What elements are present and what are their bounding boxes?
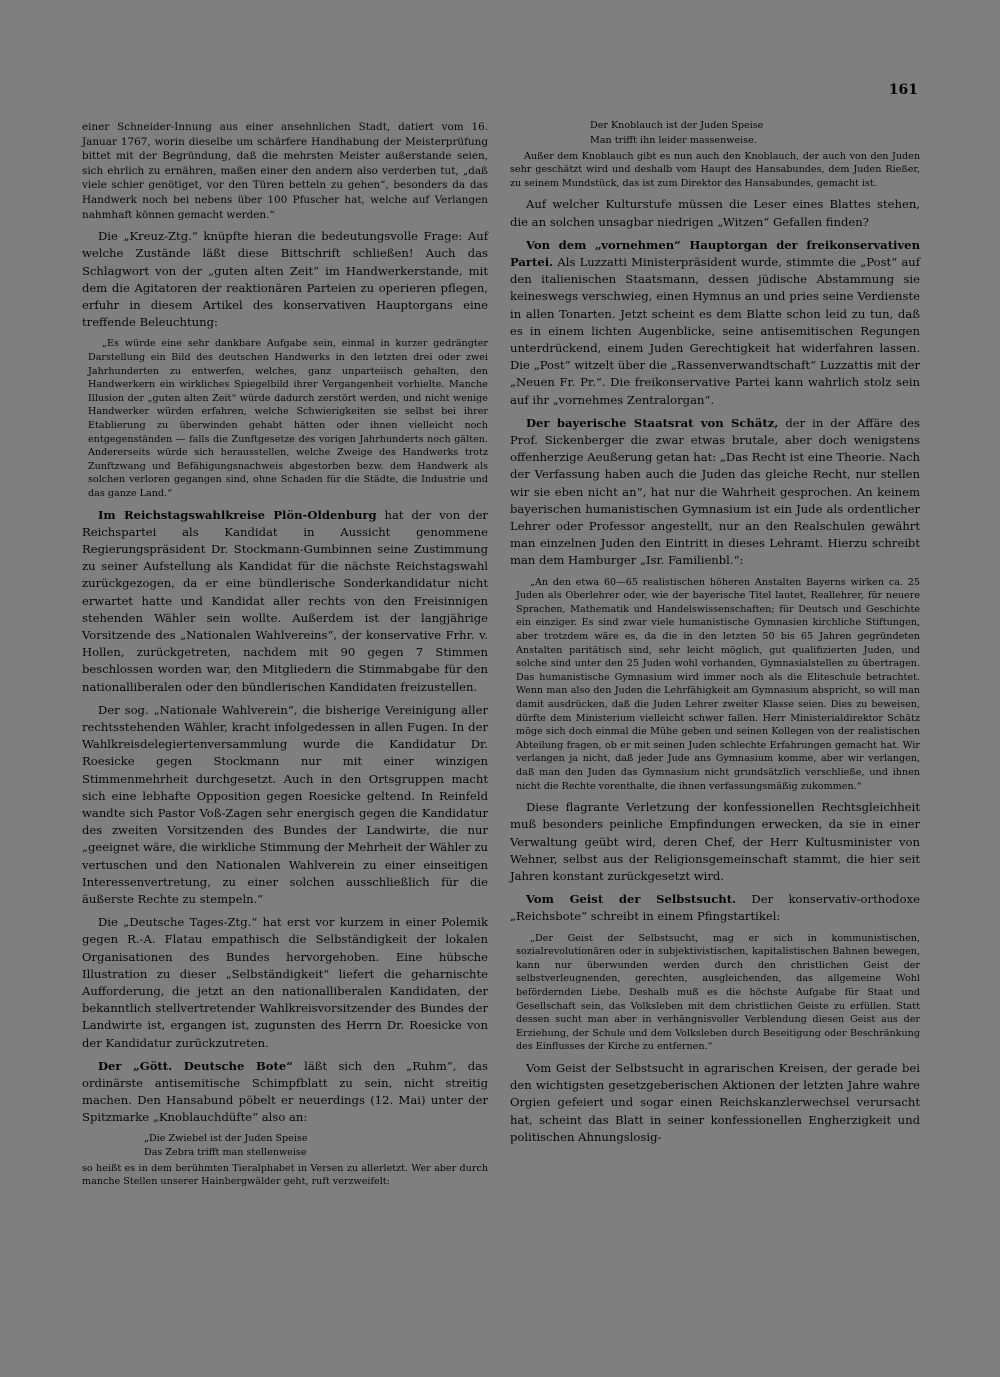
paragraph: Die „Kreuz-Ztg.“ knüpfte hieran die bedeutungsvolle Frage: Auf welche Zustände läßt diese Bittschrift schließen! Auch das Schlagwort von der „guten alten Zeit“ im Handwerkerstande, mit dem die Agitatoren der reaktionären Parteien zu operieren pflegen, erfuhr in diesem Artikel des konservativen Hauptorgans eine treffende Beleuchtung:	[82, 229, 488, 330]
quotation: „Der Geist der Selbstsucht, mag er sich in kommunistischen, sozialrevolutionären oder in subjektivistischen, kapitalistischen Bahnen bewegen, kann nur überwunden werden durch den christlichen Geist der selbstverleugnenden, gerechten, ausgleichenden, das allgemeine Wohl befördernden Liebe. Deshalb muß es die höchste Aufgabe für Staat und Gesellschaft sein, das Volksleben mit dem christlichen Geiste zu erfüllen. Statt dessen sucht man aber in verhängnisvoller Verblendung diesen Geist aus der Erziehung, der Schule und dem Volksleben durch Beseitigung oder Beschränkung des Einflusses der Kirche zu entfernen.“	[516, 932, 920, 1053]
paragraph: so heißt es in dem berühmten Tieralphabet in Versen zu allerletzt. Wer aber durch manche Stellen unserer Hainbergwälder geht, ruft verzweifelt:	[82, 1163, 488, 1188]
paragraph: Vom Geist der Selbstsucht in agrarischen Kreisen, der gerade bei den wichtigsten gesetzgeberischen Aktionen der letzten Jahre wahre Orgien gefeiert und sogar einen Reichskanzlerwechsel verursacht hat, scheint das Blatt in seiner konfessionellen Engherzigkeit und politischen Ahnungslosig-	[510, 1060, 920, 1144]
quotation: „Es würde eine sehr dankbare Aufgabe sein, einmal in kurzer gedrängter Darstellung ein Bild des deutschen Handwerks in den letzten drei oder zwei Jahrhunderten zu entwerfen, welches, ganz unparteiisch gehalten, den Handwerkern ein wirkliches Spiegelbild ihrer Vergangenheit vorhielte. Manche Illusion der „guten alten Zeit“ würde dadurch zerstört werden, und nicht wenige Handwerker würden erfahren, welche Schwierigkeiten sie selbst bei ihrer Etablierung zu überwinden gehabt hätten oder ihnen vielleicht noch entgegenständen — falls die Zunftgesetze des vorigen Jahrhunderts noch gälten. Andererseits würde sich herausstellen, welche Zweige des Handwerks trotz Zunftzwang und Befähigungsnachweis abgestorben bezw. dem Handwerk als solchen verloren gegangen sind, ohne Schaden für die Städte, die Industrie und das ganze Land.“	[88, 338, 488, 499]
section-lead: Der „Gött. Deutsche Bote“	[98, 1058, 293, 1073]
verse-line: Der Knoblauch ist der Juden Speise	[590, 120, 764, 131]
verse-line: „Die Zwiebel ist der Juden Speise	[144, 1132, 308, 1144]
verse-line: Man trifft ihn leider massenweise.	[590, 134, 757, 146]
paragraph: Vom Geist der Selbstsucht. Der konservativ-orthodoxe „Reichsbote“ schreibt in einem Pfingstartikel:	[510, 892, 920, 924]
section-lead: Vom Geist der Selbstsucht.	[526, 892, 737, 907]
paragraph: Der bayerische Staatsrat von Schätz, der in der Affäre des Prof. Sickenberger die zwar etwas brutale, aber doch wenigstens offenherzige Aeußerung getan hat: „Das Recht ist eine Theorie. Nach der Verfassung haben auch die Juden das gleiche Recht, nur stellen wir sie eben nicht an“, hat nur die Wahrheit gesprochen. An keinem bayerischen humanistischen Gymnasium ist ein Jude als ordentlicher Lehrer oder Professor angestellt, nur an den Realschulen gewährt man einzelnen Juden den Eintritt in dieses Lehramt. Hierzu schreibt man dem Hamburger „Isr. Familienbl.“:	[510, 415, 920, 568]
quotation: „An den etwa 60—65 realistischen höheren Anstalten Bayerns wirken ca. 25 Juden als Oberlehrer oder, wie der bayerische Titel lautet, Reallehrer, für neuere Sprachen, Mathematik und Handelswissenschaften; für Deutsch und Geschichte ein einziger. Es sind zwar viele humanistische Gymnasien kirchliche Stiftungen, aber trotzdem wäre es, da die in den letzten 50 bis 65 Jahren gegründeten Anstalten paritätisch sind, sehr leicht möglich, gut qualifizierten Juden, und solche sind unter den 25 Juden wohl vorhanden, Gymnasialstellen zu übertragen. Das humanistische Gymnasium wird immer noch als die Eliteschule betrachtet. Wenn man also den Juden die Lehrfähigkeit am Gymnasium abspricht, so will man damit ausdrücken, daß die Juden Lehrer zweiter Klasse seien. Dies zu beweisen, dürfte dem Ministerium vielleicht schwer fallen. Herr Ministerialdirektor Schätz möge sich doch einmal die Mühe geben und seinen Kollegen von der realistischen Abteilung fragen, ob er mit seinen Juden schlechte Erfahrungen gemacht hat. Wir verlangen ja nicht, daß jeder Jude ans Gymnasium komme, aber wir verlangen, daß man den Juden das Gymnasium nicht grundsätzlich verschließe, und ihnen nicht die Rechte vorenthalte, die ihnen verfassungsmäßig zukommen.“	[516, 576, 920, 792]
paragraph: Die „Deutsche Tages-Ztg.“ hat erst vor kurzem in einer Polemik gegen R.-A. Flatau empathisch die Selbständigkeit der lokalen Organisationen des Bundes hervorgehoben. Eine hübsche Illustration zu dieser „Selbständigkeit“ liefert die geharnischte Aufforderung, die jetzt an den nationalliberalen Kandidaten, der bekanntlich stellvertretender Wahlkreisvorsitzender des Bundes der Landwirte ist, ergangen ist, zugunsten des Herrn Dr. Roesicke von der Kandidatur zurückzutreten.	[82, 915, 488, 1050]
section-lead: Im Reichstagswahlkreise Plön-Oldenburg	[98, 507, 377, 522]
paragraph: Der sog. „Nationale Wahlverein“, die bisherige Vereinigung aller rechtsstehenden Wähler, kracht infolgedessen in allen Fugen. In der Wahlkreisdelegiertenversammlung wurde die Kandidatur Dr. Roesicke gegen Stockmann nur mit einer winzigen Stimmenmehrheit durchgesetzt. Auch in den Ortsgruppen macht sich eine lebhafte Opposition gegen Roesicke geltend. In Reinfeld wandte sich Pastor Voß-Zagen sehr energisch gegen die Kandidatur des zweiten Vorsitzenden des Bundes der Landwirte, die nur „geeignet wäre, die wirkliche Stimmung der Mehrheit der Wähler zu vertuschen und den Nationalen Wahlverein zu einer einseitigen Interessenvertretung, zu einer solchen ausschließlich für die äußerste Rechte zu stempeln.“	[82, 702, 488, 906]
paragraph: Auf welcher Kulturstufe müssen die Leser eines Blattes stehen, die an solchen unsagbar niedrigen „Witzen“ Gefallen finden?	[510, 197, 920, 229]
section-lead: Von dem „vornehmen“ Hauptorgan der freikonservativen Partei.	[510, 237, 920, 269]
paragraph: Der „Gött. Deutsche Bote“ läßt sich den „Ruhm“, das ordinärste antisemitische Schimpfblatt zu sein, nicht streitig machen. Den Hansabund pöbelt er neuerdings (12. Mai) unter der Spitzmarke „Knoblauchdüfte“ also an:	[82, 1058, 488, 1125]
verse-line: Das Zebra trifft man stellenweise	[144, 1147, 307, 1159]
paragraph: Diese flagrante Verletzung der konfessionellen Rechtsgleichheit muß besonders peinliche Empfindungen erwecken, da sie in einer Verwaltung geübt wird, deren Chef, der Herr Kultusminister von Wehner, selbst aus der Religionsgemeinschaft stammt, die hier seit Jahren konstant zurückgesetzt wird.	[510, 800, 920, 883]
page-number: 161	[888, 82, 918, 98]
section-lead: Der bayerische Staatsrat von Schätz,	[526, 415, 779, 430]
paragraph: einer Schneider-Innung aus einer ansehnlichen Stadt, datiert vom 16. Januar 1767, worin dieselbe um schärfere Handhabung der Meisterprüfung bittet mit der Begründung, daß die mehrsten Meister außerstande seien, sich ehrlich zu ernähren, maßen einer den andern also verderben tut, „daß viele schier genötiget, vor den Türen betteln zu gehen“, besonders da das Handwerk noch bei nebens über 100 Pfuscher hat, welche auf Verlangen nahmhaft können gemacht werden.“	[82, 121, 488, 221]
paragraph: Außer dem Knoblauch gibt es nun auch den Knoblauch, der auch von den Juden sehr geschätzt wird und deshalb vom Haupt des Hansabundes, dem Juden Rießer, zu seinem Mundstück, das ist zum Direktor des Hansabundes, gemacht ist.	[510, 150, 920, 189]
paragraph: Von dem „vornehmen“ Hauptorgan der freikonservativen Partei. Als Luzzatti Ministerpräsident wurde, stimmte die „Post“ auf den italienischen Staatsmann, dessen jüdische Abstammung sie keineswegs verschwieg, einen Hymnus an und pries seine Verdienste in allen Tonarten. Jetzt scheint es dem Blatte schon leid zu tun, daß es in einem lichten Augenblicke, seine antisemitischen Regungen unterdrückend, einem Juden Gerechtigkeit hat widerfahren lassen. Die „Post“ witzelt über die „Rassenverwandtschaft“ Luzzattis mit der „Neuen Fr. Pr.“. Die freikonservative Partei kann wahrlich stolz sein auf ihr „vornehmes Zentralorgan“.	[510, 237, 920, 407]
paragraph: Im Reichstagswahlkreise Plön-Oldenburg hat der von der Reichspartei als Kandidat in Aussicht genommene Regierungspräsident Dr. Stockmann-Gumbinnen seine Zustimmung zu seiner Aufstellung als Kandidat für die nächste Reichstagswahl zurückgezogen, da er eine bündlerische Sonderkandidatur nicht erwartet hatte und Kandidat aller rechts von den Freisinnigen stehenden Wähler sein wollte. Außerdem ist der langjährige Vorsitzende des „Nationalen Wahlvereins“, der konservative Frhr. v. Hollen, zurückgetreten, nachdem mit 90 gegen 7 Stimmen beschlossen worden war, den Mitgliedern die Stimmabgabe für den nationalliberalen oder den bündlerischen Kandidaten freizustellen.	[82, 507, 488, 694]
left-column	[82, 120, 488, 1195]
right-column	[510, 120, 920, 1152]
